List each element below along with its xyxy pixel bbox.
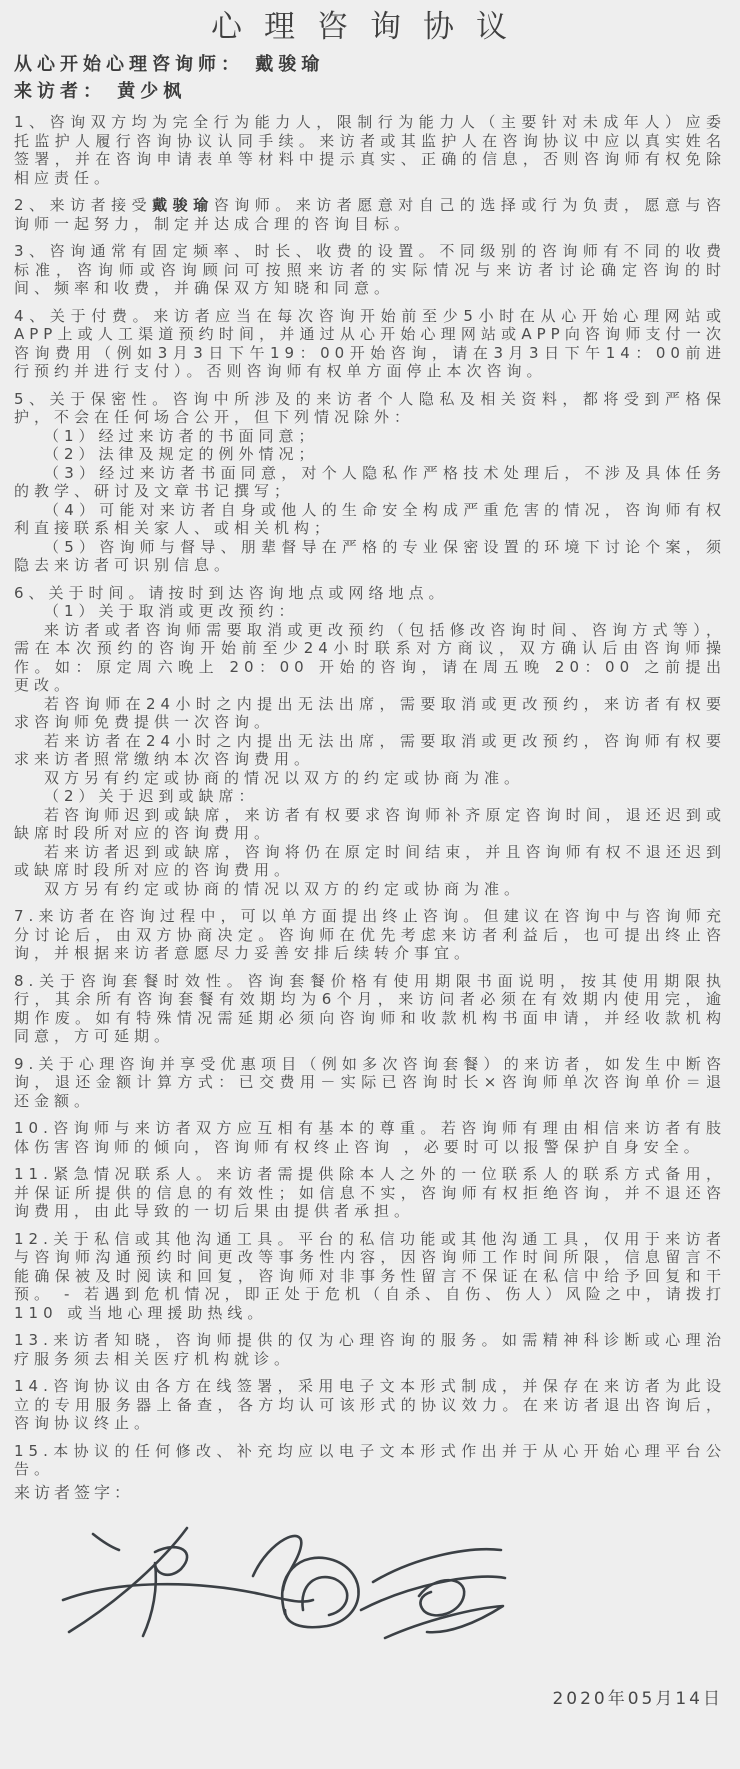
clause-10-para-1: 10.咨询师与来访者双方应互相有基本的尊重。若咨询师有理由相信来访者有肢体伤害咨询师的倾向，咨询师有权终止咨询 ，必要时可以报警保护自身安全。 [14,1119,726,1156]
clause-6-para-5: 若来访者在24小时之内提出无法出席，需要取消或更改预约，咨询师有权要求来访者照常缴纳本次咨询费用。 [14,731,726,768]
clause-7-para-1: 7.来访者在咨询过程中，可以单方面提出终止咨询。但建议在咨询中与咨询师充分讨论后，由双方协商决定。咨询师在优先考虑来访者利益后，也可提出终止咨询，并根据来访者意愿尽力妥善安排后续转介事宜。 [14,907,726,962]
clause-8 [14,972,726,1046]
signature-label: 来访者签字： [14,1483,135,1502]
visitor-line: 来访者： 黄少枫 [14,81,187,102]
clause-5-para-6: （5）咨询师与督导、朋辈督导在严格的专业保密设置的环境下讨论个案，须隐去来访者可识别信息。 [14,537,726,574]
clause-2 [14,196,726,233]
clauses [14,113,726,1479]
clause-4-para-1: 4、关于付费。来访者应当在每次咨询开始前至少5小时在从心开始心理网站或APP上或人工渠道预约时间，并通过从心开始心理网站或APP向咨询师支付一次咨询费用（例如3月3日下午19：00开始咨询，请在3月3日下午14：00前进行预约并进行支付）。否则咨询师有权单方面停止本次咨询。 [14,306,726,380]
clause-1-para-1: 1、咨询双方均为完全行为能力人，限制行为能力人（主要针对未成年人）应委托监护人履行咨询协议认同手续。来访者或其监护人在咨询协议中应以真实姓名签署，并在咨询申请表单等材料中提示真实、正确的信息，否则咨询师有权免除相应责任。 [14,113,726,187]
parties-header [14,51,726,105]
clause-9-para-1: 9.关于心理咨询并享受优惠项目（例如多次咨询套餐）的来访者，如发生中断咨询，退还金额计算方式：已交费用－实际已咨询时长×咨询师单次咨询单价＝退还金额。 [14,1054,726,1110]
clause-6-para-2: （1）关于取消或更改预约： [44,602,299,620]
clause-9 [14,1055,726,1111]
clause-5-para-4: （3）经过来访者书面同意，对个人隐私作严格技术处理后，不涉及具体任务的教学、研讨及文章书记撰写； [14,463,726,500]
clause-7 [14,907,726,963]
clause-5 [14,390,726,575]
clause-13 [14,1331,726,1368]
clause-6-para-9: 若来访者迟到或缺席，咨询将仍在原定时间结束，并且咨询师有权不退还迟到或缺席时段所对应的咨询费用。 [14,842,726,879]
counselor-line: 从心开始心理咨询师： 戴骏瑜 [14,54,325,75]
clause-5-para-2: （1）经过来访者的书面同意； [44,426,319,445]
clause-4 [14,307,726,381]
clause-6-para-8: 若咨询师迟到或缺席，来访者有权要求咨询师补齐原定咨询时间，退还迟到或缺席时段所对应的咨询费用。 [14,805,726,842]
clause-6 [14,584,726,899]
clause-6-para-10: 双方另有约定或协商的情况以双方的约定或协商为准。 [44,879,525,898]
clause-11 [14,1165,726,1221]
clause-14 [14,1377,726,1433]
clause-11-para-1: 11.紧急情况联系人。来访者需提供除本人之外的一位联系人的联系方式备用，并保证所提供的信息的有效性；如信息不实，咨询师有权拒绝咨询，并不退还咨询费用，由此导致的一切后果由提供者承担。 [14,1165,726,1220]
page-title: 心理咨询协议 [211,9,529,45]
clause-1 [14,113,726,187]
document-date: 2020年05月14日 [552,1689,723,1709]
clause-13-para-1: 13.来访者知晓，咨询师提供的仅为心理咨询的服务。如需精神科诊断或心理治疗服务须去相关医疗机构就诊。 [14,1331,726,1368]
clause-8-para-1: 8.关于咨询套餐时效性。咨询套餐价格有使用期限书面说明，按其使用期限执行，其余所有咨询套餐有效期均为6个月，来访问者必须在有效期内使用完，逾期作废。如有特殊情况需延期必须向咨询师和收款机构书面申请，并经收款机构同意，方可延期。 [14,971,726,1045]
clause-15 [14,1442,726,1479]
clause-2-para-1: 2、来访者接受戴骏瑜咨询师。来访者愿意对自己的选择或行为负责，愿意与咨询师一起努力，制定并达成合理的咨询目标。 [14,196,726,233]
clause-5-para-3: （2）法律及规定的例外情况； [44,445,319,463]
clause-6-para-3: 来访者或者咨询师需要取消或更改预约（包括修改咨询时间、咨询方式等），需在本次预约的咨询开始前至少24小时联系对方商议，双方确认后由咨询师操作。如：原定周六晚上 20：00 开始的咨询，请在周五晚 20：00 之前提出更改。 [14,620,726,694]
clause-12 [14,1230,726,1323]
clause-6-para-4: 若咨询师在24小时之内提出无法出席，需要取消或更改预约，来访者有权要求咨询师免费提供一次咨询。 [14,694,726,731]
clause-6-para-7: （2）关于迟到或缺席： [44,787,259,805]
clause-5-para-1: 5、关于保密性。咨询中所涉及的来访者个人隐私及相关资料，都将受到严格保护，不会在任何场合公开，但下列情况除外： [14,389,726,426]
clause-15-para-1: 15.本协议的任何修改、补充均应以电子文本形式作出并于从心开始心理平台公告。 [14,1441,726,1478]
handwritten-signature [55,1522,510,1662]
clause-10 [14,1119,726,1156]
clause-3-para-1: 3、咨询通常有固定频率、时长、收费的设置。不同级别的咨询师有不同的收费标准，咨询师或咨询顾问可按照来访者的实际情况与来访者讨论确定咨询的时间、频率和收费，并确保双方知晓和同意。 [14,242,726,297]
clause-6-para-6: 双方另有约定或协商的情况以双方的约定或协商为准。 [44,768,525,787]
clause-12-para-1: 12.关于私信或其他沟通工具。平台的私信功能或其他沟通工具，仅用于来访者与咨询师沟通预约时间更改等事务性内容，因咨询师工作时间所限，信息留言不能确保被及时阅读和回复，咨询师对非事务性留言不保证在私信中给予回复和干预。 - 若遇到危机情况，即正处于危机（自杀、自伤、伤人）风险之中，请拨打110 或当地心理援助热线。 [14,1229,726,1322]
clause-14-para-1: 14.咨询协议由各方在线签署，采用电子文本形式制成，并保存在来访者为此设立的专用服务器上备查，各方均认可该形式的协议效力。在来访者退出咨询后，咨询协议终止。 [14,1377,726,1432]
clause-3 [14,242,726,298]
clause-6-para-1: 6、关于时间。请按时到达咨询地点或网络地点。 [14,583,449,602]
clause-5-para-5: （4）可能对来访者自身或他人的生命安全构成严重危害的情况，咨询师有权利直接联系相关家人、或相关机构； [14,500,726,537]
signature-ink-icon [55,1522,510,1662]
